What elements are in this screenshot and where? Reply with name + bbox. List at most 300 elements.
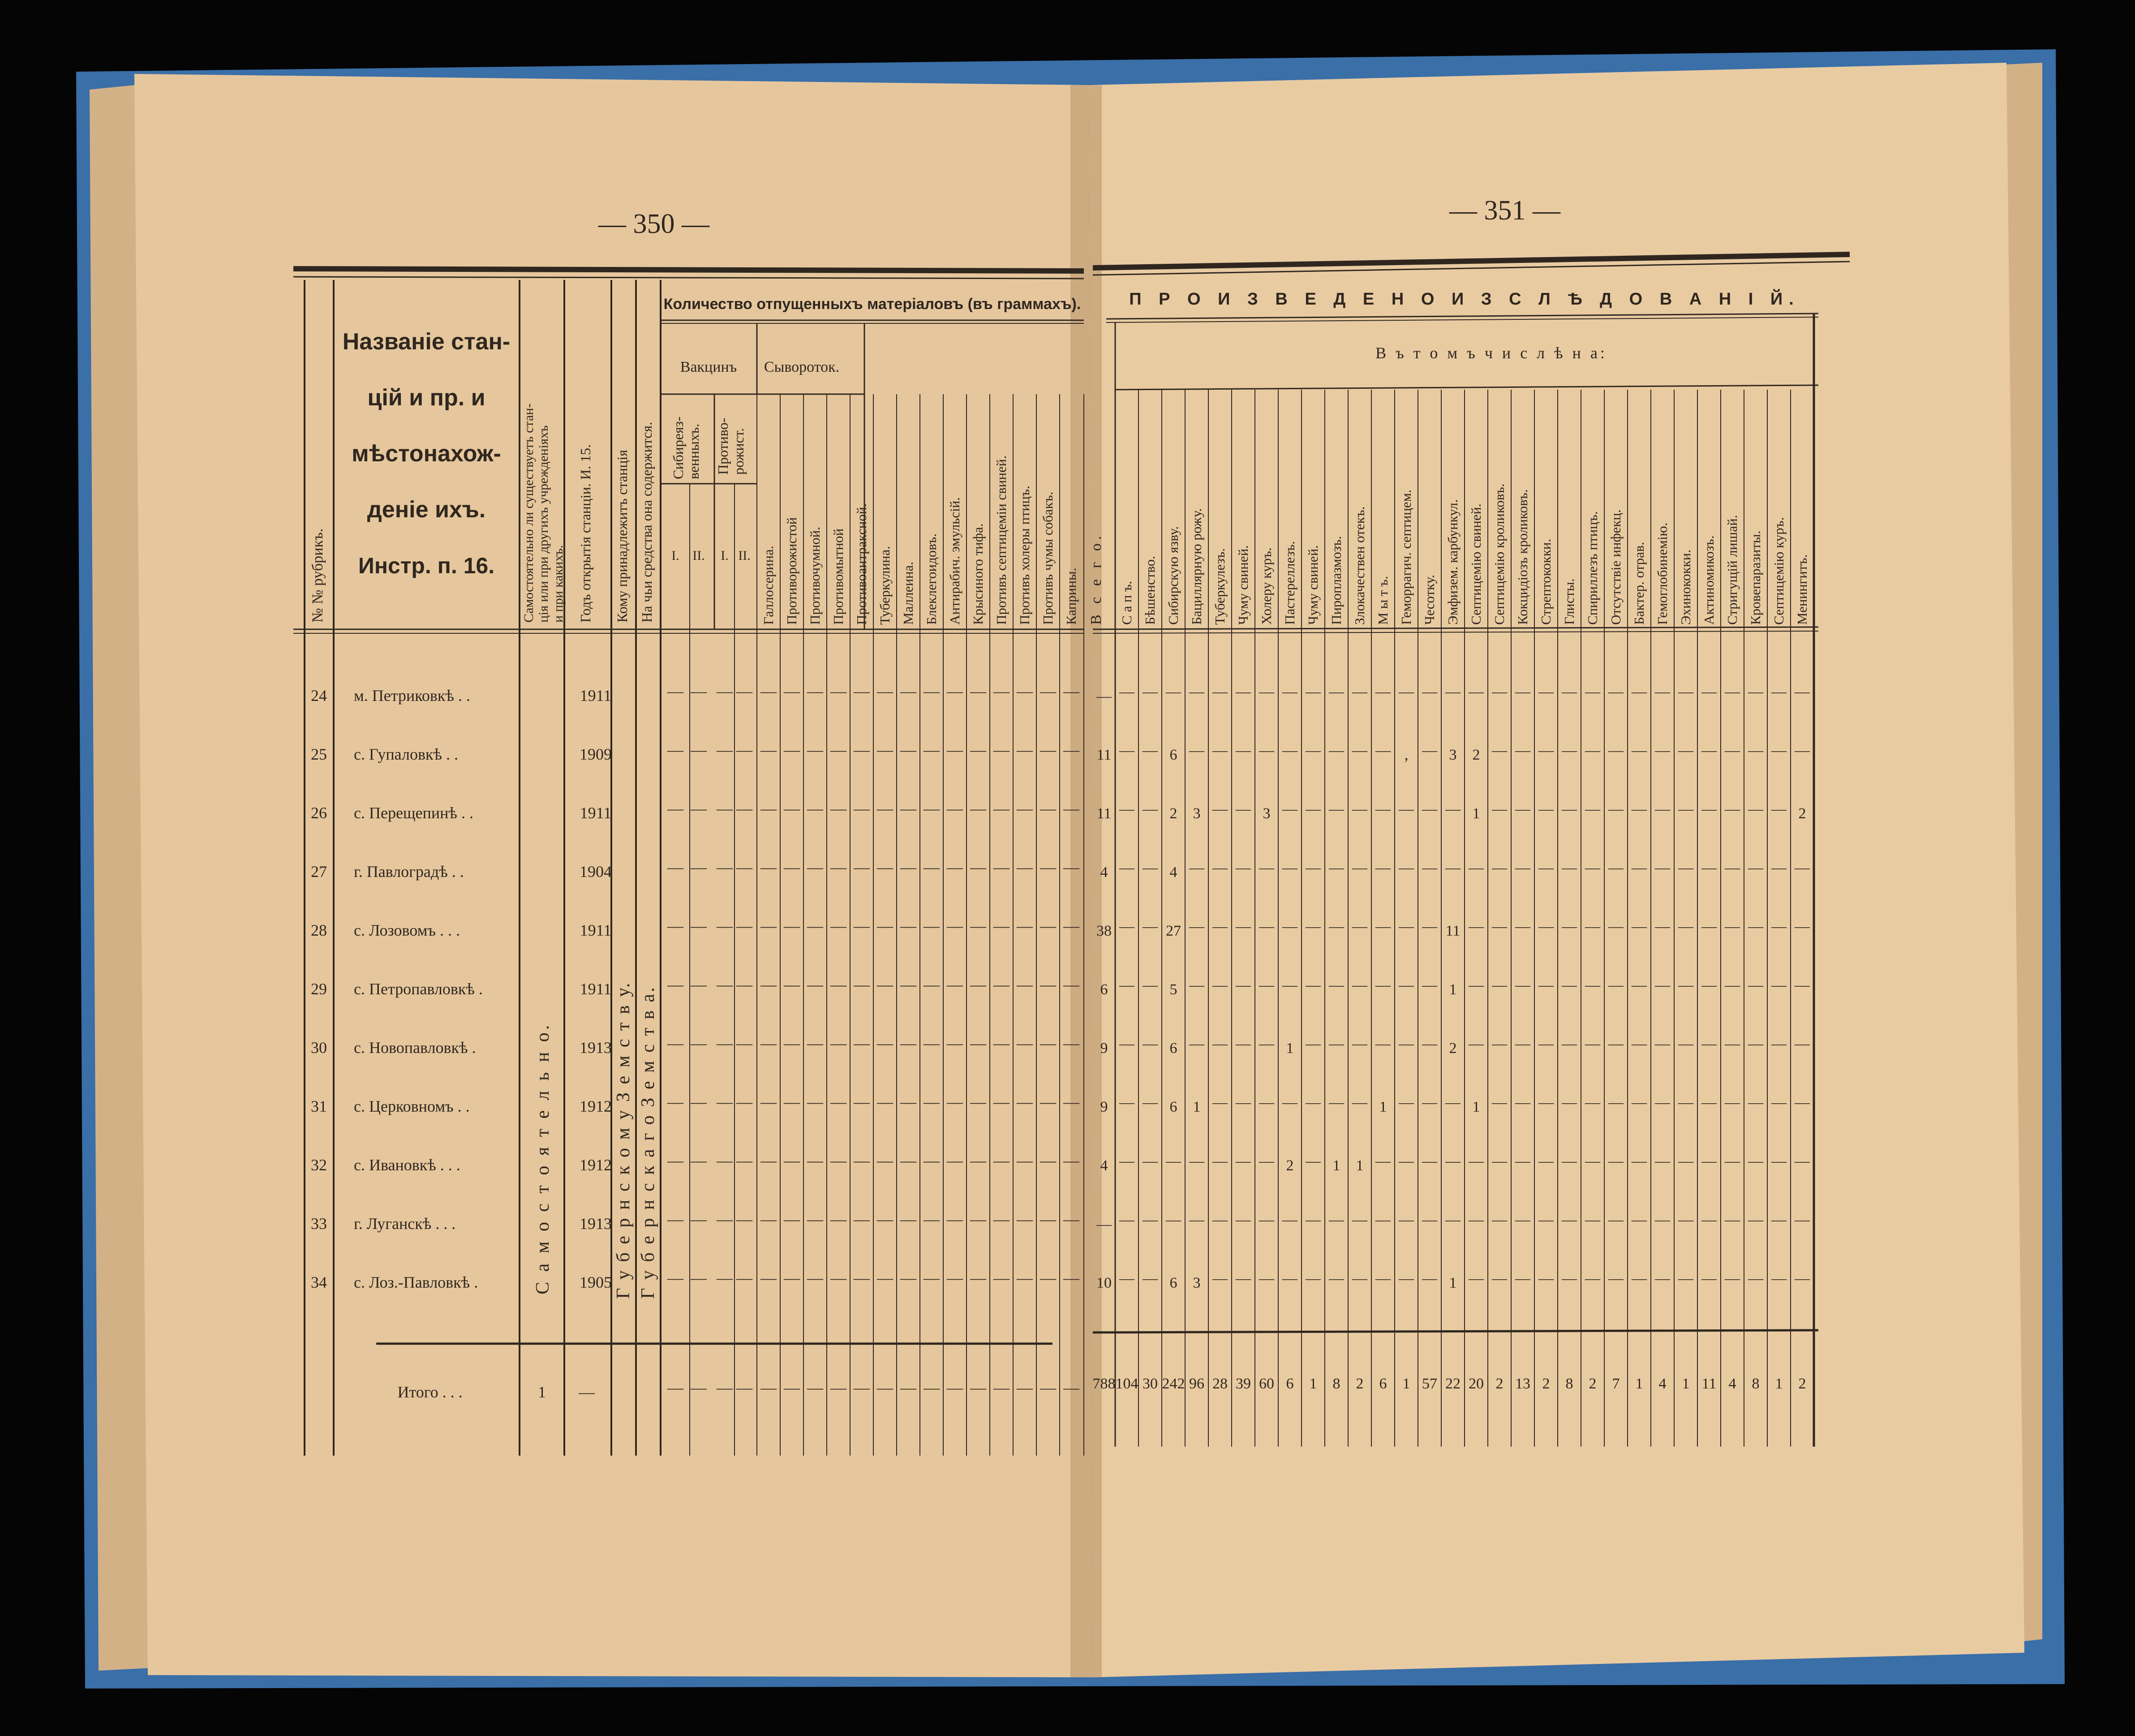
row-dash: —: [830, 682, 846, 700]
row-number: 24: [311, 687, 327, 705]
row-dash: —: [1748, 859, 1763, 876]
row-dash: —: [1352, 1036, 1367, 1052]
row-dash: —: [807, 1093, 823, 1111]
total-label: Итого . . .: [397, 1383, 463, 1401]
row-dash: —: [1515, 683, 1530, 700]
row-dash: —: [1282, 1212, 1297, 1228]
total-independent: 1: [538, 1383, 546, 1401]
header-owner: Кому принадлежитъ станція: [614, 450, 630, 623]
row-dash: —: [924, 682, 940, 700]
row-dash: —: [1725, 1153, 1740, 1169]
row-dash: —: [1422, 977, 1437, 993]
row-dash: —: [947, 1034, 963, 1052]
row-number: 26: [311, 804, 327, 822]
row-dash: —: [1492, 1270, 1507, 1287]
header-funding: На чьи средства она содержится.: [639, 421, 655, 623]
row-dash: —: [1259, 1036, 1274, 1052]
row-value: 3: [1449, 747, 1457, 763]
row-dash: —: [900, 1034, 916, 1052]
row-station-name: с. Гупаловкѣ . .: [354, 745, 458, 763]
row-dash: —: [1352, 859, 1367, 876]
row-value: ,: [1404, 747, 1409, 763]
row-dash: —: [1236, 1036, 1251, 1052]
total-dash: —: [900, 1379, 916, 1397]
row-dash: —: [717, 975, 733, 993]
row-dash: —: [854, 682, 870, 700]
row-dash: —: [1632, 1270, 1647, 1287]
row-dash: —: [1422, 918, 1437, 935]
row-dash: —: [1236, 859, 1251, 876]
row-dash: —: [1538, 1094, 1554, 1111]
row-dash: —: [1492, 918, 1507, 935]
row-dash: —: [1445, 801, 1461, 817]
row-dash: —: [1678, 977, 1693, 993]
row-dash: —: [717, 682, 733, 700]
row-dash: —: [1017, 1269, 1033, 1287]
header-inv-col: Бѣшенство.: [1142, 556, 1158, 625]
row-dash: —: [1399, 801, 1414, 817]
row-dash: —: [924, 1093, 940, 1111]
row-dash: —: [1585, 1036, 1600, 1052]
row-dash: —: [1399, 1036, 1414, 1052]
row-dash: —: [1701, 1270, 1717, 1287]
header-inv-col: Глисты.: [1561, 578, 1577, 625]
row-dash: —: [1399, 1212, 1414, 1228]
header-inv-col: Геморрагич. септицем.: [1398, 490, 1414, 625]
row-dash: —: [993, 1210, 1010, 1228]
total-col-value: 22: [1445, 1375, 1461, 1392]
row-dash: —: [691, 917, 707, 935]
row-dash: —: [1189, 683, 1204, 700]
row-dash: —: [947, 975, 963, 993]
row-dash: —: [854, 1152, 870, 1169]
total-dash: —: [947, 1379, 963, 1397]
row-total: —: [1096, 1216, 1112, 1233]
total-col-value: 11: [1701, 1375, 1717, 1392]
header-inv-col: Эмфизем. карбункул.: [1445, 499, 1461, 625]
row-dash: —: [1562, 1036, 1577, 1052]
row-dash: —: [1236, 1270, 1251, 1287]
row-year: 1909: [580, 745, 612, 763]
row-dash: —: [993, 741, 1010, 759]
row-dash: —: [1375, 859, 1391, 876]
row-dash: —: [1771, 918, 1787, 935]
row-dash: —: [717, 1152, 733, 1169]
header-inv-col: Менингитъ.: [1794, 554, 1810, 625]
row-dash: —: [947, 682, 963, 700]
row-dash: —: [924, 1152, 940, 1169]
row-dash: —: [1017, 1093, 1033, 1111]
row-dash: —: [760, 1034, 777, 1052]
row-dash: —: [970, 1210, 986, 1228]
row-dash: —: [854, 799, 870, 817]
row-dash: —: [1608, 859, 1624, 876]
total-col-value: 2: [1589, 1375, 1597, 1392]
total-col-value: 1: [1775, 1375, 1783, 1392]
row-dash: —: [1445, 859, 1461, 876]
row-dash: —: [1259, 977, 1274, 993]
row-dash: —: [877, 1269, 893, 1287]
row-dash: —: [970, 917, 986, 935]
row-dash: —: [1632, 1153, 1647, 1169]
row-dash: —: [1329, 1036, 1344, 1052]
row-dash: —: [1655, 1212, 1670, 1228]
row-dash: —: [1608, 977, 1624, 993]
row-dash: —: [1585, 1094, 1600, 1111]
row-dash: —: [760, 1210, 777, 1228]
header-inv-col: Пироплазмозъ.: [1328, 536, 1344, 625]
header-inv-col: Холеру куръ.: [1259, 547, 1274, 625]
total-col-value: 20: [1469, 1375, 1484, 1392]
row-dash: —: [1282, 683, 1297, 700]
total-col-value: 13: [1515, 1375, 1530, 1392]
row-dash: —: [993, 682, 1010, 700]
row-dash: —: [1748, 1094, 1763, 1111]
row-dash: —: [1063, 1034, 1079, 1052]
row-dash: —: [1236, 742, 1251, 759]
row-dash: —: [1166, 683, 1181, 700]
row-value: 3: [1263, 805, 1271, 822]
row-total: 9: [1100, 1099, 1108, 1115]
row-station-name: с. Ивановкѣ . . .: [354, 1156, 460, 1174]
row-dash: —: [970, 1093, 986, 1111]
row-dash: —: [877, 1093, 893, 1111]
row-dash: —: [1562, 1094, 1577, 1111]
row-dash: —: [1469, 1212, 1484, 1228]
header-investigations-title: П Р О И З В Е Д Е Н О И З С Л Ѣ Д О В А Н І Й.: [1129, 290, 1800, 309]
row-dash: —: [1119, 918, 1134, 935]
row-dash: —: [1515, 1270, 1530, 1287]
row-dash: —: [1725, 742, 1740, 759]
row-total: 11: [1096, 805, 1112, 822]
header-material-col: Галлосерина.: [760, 546, 776, 625]
row-dash: —: [924, 799, 940, 817]
row-dash: —: [1538, 1270, 1554, 1287]
header-inv-col: Бациллярную рожу.: [1189, 508, 1204, 625]
row-dash: —: [1445, 1153, 1461, 1169]
row-dash: —: [736, 1093, 752, 1111]
header-vaccines: Вакцинъ: [680, 359, 737, 375]
row-dash: —: [1515, 801, 1530, 817]
row-dash: —: [1632, 801, 1647, 817]
row-dash: —: [1259, 683, 1274, 700]
row-dash: —: [784, 1269, 800, 1287]
row-year: 1911: [580, 980, 612, 998]
row-dash: —: [830, 858, 846, 876]
row-dash: —: [1212, 1153, 1228, 1169]
row-dash: —: [784, 1093, 800, 1111]
header-inv-col: Отсутствіе инфекц.: [1608, 509, 1624, 625]
row-dash: —: [1608, 742, 1624, 759]
row-dash: —: [1189, 742, 1204, 759]
row-dash: —: [1608, 683, 1624, 700]
page-number-right: — 351 —: [1449, 195, 1560, 226]
row-dash: —: [1608, 1036, 1624, 1052]
row-dash: —: [1189, 859, 1204, 876]
row-dash: —: [1585, 1270, 1600, 1287]
header-inv-col: Бактер. отрав.: [1631, 541, 1647, 625]
row-dash: —: [993, 1152, 1010, 1169]
row-dash: —: [877, 1152, 893, 1169]
row-dash: —: [1212, 801, 1228, 817]
total-year: —: [579, 1383, 595, 1401]
row-dash: —: [1375, 1153, 1391, 1169]
row-dash: —: [1399, 1153, 1414, 1169]
row-dash: —: [1189, 1212, 1204, 1228]
row-dash: —: [1040, 1269, 1056, 1287]
row-dash: —: [691, 1034, 707, 1052]
row-dash: —: [1538, 1153, 1554, 1169]
row-dash: —: [1608, 1094, 1624, 1111]
row-dash: —: [924, 858, 940, 876]
header-inv-col: Сибирскую язву.: [1165, 526, 1181, 625]
row-dash: —: [1701, 918, 1717, 935]
row-dash: —: [1143, 683, 1158, 700]
header-inv-col: Гемоглобинемію.: [1654, 522, 1670, 625]
row-dash: —: [1725, 977, 1740, 993]
row-dash: —: [1538, 918, 1554, 935]
row-dash: —: [667, 917, 683, 935]
row-total: —: [1096, 688, 1112, 705]
row-dash: —: [807, 975, 823, 993]
row-dash: —: [1771, 683, 1787, 700]
row-dash: —: [1445, 1212, 1461, 1228]
span-independent: С а м о с т о я т е л ь н о.: [533, 1022, 553, 1294]
row-dash: —: [830, 917, 846, 935]
header-serums: Сывороток.: [764, 359, 840, 375]
row-dash: —: [1329, 801, 1344, 817]
row-dash: —: [1538, 977, 1554, 993]
top-rule-left: [293, 269, 1084, 271]
row-dash: —: [1678, 918, 1693, 935]
row-dash: —: [1795, 859, 1810, 876]
row-dash: —: [1375, 977, 1391, 993]
row-dash: —: [1725, 801, 1740, 817]
header-inv-col: Спириллезъ птицъ.: [1585, 511, 1600, 625]
total-col-value: 96: [1189, 1375, 1204, 1392]
total-dash: —: [924, 1379, 940, 1397]
row-dash: —: [1562, 859, 1577, 876]
header-independent: и при какихъ.: [551, 545, 566, 623]
row-year: 1913: [580, 1215, 612, 1233]
row-dash: —: [1017, 1152, 1033, 1169]
row-dash: —: [1017, 799, 1033, 817]
row-year: 1913: [580, 1039, 612, 1057]
row-dash: —: [1538, 801, 1554, 817]
row-dash: —: [736, 1034, 752, 1052]
row-dash: —: [1655, 977, 1670, 993]
total-dash: —: [877, 1379, 893, 1397]
row-dash: —: [1585, 918, 1600, 935]
row-dash: —: [1492, 859, 1507, 876]
row-value: 1: [1286, 1040, 1294, 1057]
row-dash: —: [830, 1269, 846, 1287]
header-materials-title: Количество отпущенныхъ матеріаловъ (въ граммахъ).: [663, 296, 1081, 313]
row-dash: —: [1771, 1212, 1787, 1228]
row-dash: —: [1678, 1270, 1693, 1287]
total-grand: 788: [1092, 1375, 1116, 1392]
row-dash: —: [1678, 1036, 1693, 1052]
row-dash: —: [1608, 1153, 1624, 1169]
header-material-col: Маллеина.: [900, 562, 916, 625]
row-dash: —: [760, 741, 777, 759]
row-dash: —: [1492, 801, 1507, 817]
total-dash: —: [1017, 1379, 1033, 1397]
row-dash: —: [1017, 858, 1033, 876]
row-dash: —: [1040, 917, 1056, 935]
row-dash: —: [1725, 683, 1740, 700]
row-dash: —: [993, 1034, 1010, 1052]
row-station-name: с. Новопавловкѣ .: [354, 1039, 476, 1057]
total-col-value: 8: [1565, 1375, 1573, 1392]
row-dash: —: [1655, 1153, 1670, 1169]
row-dash: —: [1119, 977, 1134, 993]
row-dash: —: [1795, 1212, 1810, 1228]
row-dash: —: [717, 1210, 733, 1228]
total-dash: —: [1063, 1379, 1079, 1397]
row-dash: —: [1143, 742, 1158, 759]
row-dash: —: [667, 799, 683, 817]
row-dash: —: [691, 858, 707, 876]
row-dash: —: [1422, 1212, 1437, 1228]
row-dash: —: [1259, 1212, 1274, 1228]
total-col-value: 57: [1422, 1375, 1437, 1392]
row-dash: —: [1748, 742, 1763, 759]
row-dash: —: [1236, 1212, 1251, 1228]
row-dash: —: [736, 682, 752, 700]
row-dash: —: [993, 799, 1010, 817]
row-dash: —: [1771, 977, 1787, 993]
row-dash: —: [1492, 1036, 1507, 1052]
row-dash: —: [1725, 1036, 1740, 1052]
header-rubric-no: № № рубрикъ.: [309, 528, 326, 623]
row-dash: —: [1725, 859, 1740, 876]
row-dash: —: [1236, 801, 1251, 817]
row-dash: —: [1469, 859, 1484, 876]
row-dash: —: [993, 1093, 1010, 1111]
row-dash: —: [970, 799, 986, 817]
row-dash: —: [667, 1093, 683, 1111]
row-dash: —: [1259, 918, 1274, 935]
row-dash: —: [1212, 1036, 1228, 1052]
row-dash: —: [1678, 1094, 1693, 1111]
row-number: 29: [311, 980, 327, 998]
row-dash: —: [1306, 1270, 1321, 1287]
row-dash: —: [1725, 918, 1740, 935]
total-dash: —: [807, 1379, 823, 1397]
total-col-value: 4: [1658, 1375, 1667, 1392]
row-dash: —: [1282, 918, 1297, 935]
row-dash: —: [1236, 683, 1251, 700]
row-dash: —: [1655, 918, 1670, 935]
header-antirabies: Противо-: [715, 417, 731, 475]
row-dash: —: [691, 1269, 707, 1287]
row-dash: —: [667, 682, 683, 700]
total-col-value: 28: [1212, 1375, 1228, 1392]
row-dash: —: [1329, 859, 1344, 876]
row-dash: —: [1538, 742, 1554, 759]
row-dash: —: [1585, 742, 1600, 759]
row-total: 11: [1096, 747, 1112, 763]
row-dash: —: [947, 1093, 963, 1111]
row-dash: —: [1492, 1094, 1507, 1111]
row-dash: —: [1515, 918, 1530, 935]
row-dash: —: [947, 741, 963, 759]
row-dash: —: [1143, 1094, 1158, 1111]
total-dash: —: [760, 1379, 777, 1397]
row-dash: —: [970, 741, 986, 759]
header-inv-col: Актиномикозъ.: [1701, 535, 1717, 625]
row-dash: —: [691, 682, 707, 700]
row-number: 32: [311, 1156, 327, 1174]
row-value: 1: [1193, 1099, 1201, 1115]
row-dash: —: [1562, 742, 1577, 759]
row-dash: —: [877, 682, 893, 700]
row-dash: —: [924, 917, 940, 935]
row-value: 6: [1169, 1275, 1177, 1291]
total-col-value: 30: [1143, 1375, 1158, 1392]
row-dash: —: [1166, 1212, 1181, 1228]
total-col-value: 7: [1612, 1375, 1620, 1392]
row-dash: —: [1562, 1212, 1577, 1228]
row-dash: —: [717, 1269, 733, 1287]
row-value: 3: [1193, 805, 1201, 822]
row-dash: —: [736, 1152, 752, 1169]
total-dash: —: [970, 1379, 986, 1397]
row-dash: —: [1119, 801, 1134, 817]
row-dash: —: [1282, 801, 1297, 817]
row-dash: —: [854, 975, 870, 993]
row-dash: —: [667, 741, 683, 759]
total-col-value: 104: [1115, 1375, 1138, 1392]
row-dash: —: [1063, 1093, 1079, 1111]
header-material-col: Противочумной.: [807, 527, 823, 625]
row-value: 3: [1193, 1275, 1201, 1291]
header-independent: Самостоятельно ли существуетъ стан-: [521, 403, 536, 623]
row-dash: —: [854, 858, 870, 876]
header-material-col: Противорожистой: [784, 517, 799, 625]
row-dash: —: [1063, 1152, 1079, 1169]
row-dash: —: [784, 917, 800, 935]
row-dash: —: [1063, 799, 1079, 817]
row-dash: —: [1771, 1270, 1787, 1287]
total-col-value: 8: [1332, 1375, 1340, 1392]
row-dash: —: [1040, 741, 1056, 759]
row-value: 5: [1169, 981, 1177, 998]
row-dash: —: [1585, 1153, 1600, 1169]
header-material-col: Крысиного тифа.: [970, 523, 986, 625]
row-dash: —: [1701, 742, 1717, 759]
row-dash: —: [1725, 1094, 1740, 1111]
row-dash: —: [1212, 742, 1228, 759]
row-dash: —: [1259, 1094, 1274, 1111]
row-dash: —: [1143, 1270, 1158, 1287]
row-dash: —: [1236, 918, 1251, 935]
row-dash: —: [807, 1210, 823, 1228]
row-dash: —: [1678, 859, 1693, 876]
row-dash: —: [1492, 1153, 1507, 1169]
total-dash: —: [717, 1379, 733, 1397]
row-dash: —: [1515, 742, 1530, 759]
row-dash: —: [1306, 1153, 1321, 1169]
row-dash: —: [1063, 858, 1079, 876]
total-dash: —: [784, 1379, 800, 1397]
row-dash: —: [1795, 742, 1810, 759]
row-dash: —: [1143, 918, 1158, 935]
total-col-value: 2: [1495, 1375, 1504, 1392]
row-dash: —: [1375, 742, 1391, 759]
header-material-col: Противомытной: [830, 528, 846, 625]
